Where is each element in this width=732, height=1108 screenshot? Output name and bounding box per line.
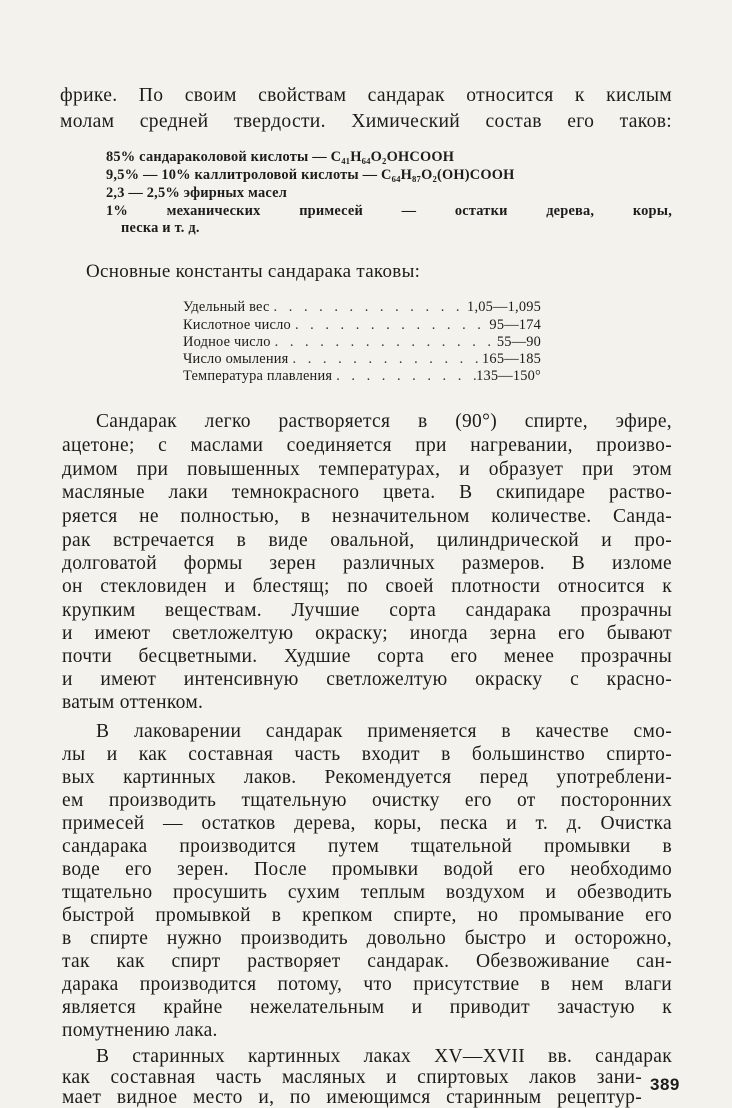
paragraph-2-line: помутнению лака. xyxy=(62,1020,218,1041)
constant-row xyxy=(183,335,541,349)
constant-value: 1,05—1,095 xyxy=(467,299,541,315)
paragraph-1-line: долговатой формы зерен различных размеров. В изломе xyxy=(62,553,672,574)
paragraph-2-line: лы и как составная часть входит в большинство спирто- xyxy=(62,744,672,765)
paragraph-1-line: Сандарак легко растворяется в (90°) спирте, эфире, xyxy=(96,411,672,432)
dot-leader xyxy=(270,300,468,314)
paragraph-1-line: и имеют светложелтую окраску; иногда зерна его бывают xyxy=(62,623,672,644)
paragraph-3-line: мает видное место и, по имеющимся старинным рецептур- xyxy=(62,1087,642,1108)
paragraph-2-line: тщательно просушить сухим теплым воздухом и обезводить xyxy=(62,882,672,903)
composition-item: песка и т. д. xyxy=(121,220,200,236)
paragraph-1-line: ватым оттенком. xyxy=(62,692,204,713)
paragraph-1-line: крупким веществам. Лучшие сорта сандарака прозрачны xyxy=(62,600,672,621)
paragraph-1-line: ацетоне; с маслами соединяется при нагревании, произво- xyxy=(62,435,672,456)
constant-name: Число омыления xyxy=(183,351,289,367)
paragraph-1-line: димом при повышенных температурах, и образует при этом xyxy=(62,459,672,480)
constant-row xyxy=(183,318,541,332)
composition-item: 2,3 — 2,5% эфирных масел xyxy=(106,185,287,201)
paragraph-2-line: является крайне нежелательным и приводит зачастую к xyxy=(62,997,672,1018)
paragraph-3-line: как составная часть масляных и спиртовых лаков зани- xyxy=(62,1067,642,1088)
constant-value: 55—90 xyxy=(496,334,541,350)
paragraph-3-line: В старинных картинных лаках XV—XVII вв. сандарак xyxy=(96,1046,672,1067)
paragraph-1-line: почти бесцветными. Худшие сорта его менее прозрачны xyxy=(62,646,672,667)
page-number: 389 xyxy=(650,1075,680,1094)
paragraph-2-line: сандарака производится путем тщательной промывки в xyxy=(62,836,672,857)
paragraph-2-line: в спирте нужно производить довольно быстро и осторожно, xyxy=(62,928,672,949)
dot-leader xyxy=(332,369,476,383)
constant-name: Удельный вес xyxy=(183,299,270,315)
paragraph-1-line: и имеют интенсивную светложелтую окраску с красно- xyxy=(62,669,672,690)
paragraph-1-line: рак встречается в виде овальной, цилиндрической и про- xyxy=(62,530,672,551)
dot-leader xyxy=(271,335,497,349)
constant-row xyxy=(183,300,541,314)
constants-heading: Основные константы сандарака таковы: xyxy=(86,261,421,282)
paragraph-2-line: быстрой промывкой в крепком спирте, но промывание его xyxy=(62,905,672,926)
composition-item: 85% сандараколовой кислоты — C₄₁H₆₄O₂OHCOOH xyxy=(106,149,455,165)
constant-row xyxy=(183,352,541,366)
constant-name: Кислотное число xyxy=(183,317,291,333)
paragraph-1-line: он стекловиден и блестящ; по своей плотности относится к xyxy=(62,576,672,597)
constant-name: Иодное число xyxy=(183,334,271,350)
constant-row xyxy=(183,369,541,383)
paragraph-2-line: вых картинных лаков. Рекомендуется перед употреблени- xyxy=(62,767,672,788)
constant-name: Температура плавления xyxy=(183,368,333,384)
composition-item: 1% механических примесей — остатки дерева, коры, xyxy=(106,203,672,219)
paragraph-2-line: дарака производится потому, что присутствие в нем влаги xyxy=(62,974,672,995)
dot-leader xyxy=(291,318,489,332)
paragraph-2-line: воде его зерен. После промывки водой его необходимо xyxy=(62,859,672,880)
paragraph-1-line: ряется не полностью, в незначительном количестве. Санда- xyxy=(62,506,672,527)
paragraph-2-line: так как спирт растворяет сандарак. Обезвоживание сан- xyxy=(62,951,672,972)
text-line: фрике. По своим свойствам сандарак относится к кислым xyxy=(60,85,672,106)
composition-item: 9,5% — 10% каллитроловой кислоты — C₆₄H₈₇O₂(OH)COOH xyxy=(106,167,515,183)
text-line: молам средней твердости. Химический состав его таков: xyxy=(60,111,672,132)
paragraph-2-line: В лаковарении сандарак применяется в качестве смо- xyxy=(96,721,672,742)
constant-value: 165—185 xyxy=(482,351,541,367)
paragraph-1-line: масляные лаки темнокрасного цвета. В скипидаре раство- xyxy=(62,482,672,503)
constant-value: 95—174 xyxy=(489,317,541,333)
paragraph-2-line: ем производить тщательную очистку его от посторонних xyxy=(62,790,672,811)
constant-value: 135—150° xyxy=(476,368,541,384)
dot-leader xyxy=(289,352,483,366)
paragraph-2-line: примесей — остатков дерева, коры, песка и т. д. Очистка xyxy=(62,813,672,834)
